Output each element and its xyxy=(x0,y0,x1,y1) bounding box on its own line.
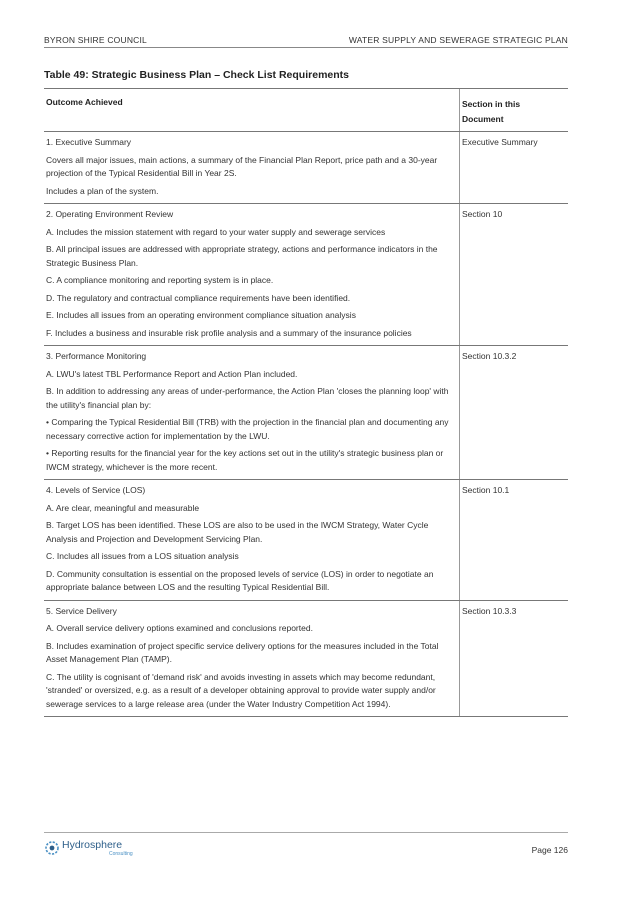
header-document-title: WATER SUPPLY AND SEWERAGE STRATEGIC PLAN xyxy=(348,35,568,45)
table-body xyxy=(44,132,568,717)
outcome-heading: 2. Operating Environment Review xyxy=(46,209,174,219)
logo-name: Hydrosphere xyxy=(62,839,123,851)
outcome-item: Covers all major issues, main actions, a summary of the Financial Plan Report, price path and a 30-year projection of the Typical Residential Bill in Year 2S. xyxy=(46,154,438,178)
table-row xyxy=(44,346,568,480)
column-header-section-line1: Section in this xyxy=(462,99,521,109)
section-reference-cell: Section 10 xyxy=(462,209,503,219)
footer-divider xyxy=(44,832,568,833)
outcome-item: F. Includes a business and insurable risk profile analysis and a summary of the insurance policies xyxy=(46,327,412,338)
table-row xyxy=(44,204,568,346)
table-row xyxy=(44,480,568,601)
outcome-heading: 4. Levels of Service (LOS) xyxy=(46,485,146,495)
outcome-cell xyxy=(44,480,460,600)
table-title: Table 49: Strategic Business Plan – Check List Requirements xyxy=(44,69,349,81)
outcome-item: • Reporting results for the financial year for the key actions set out in the utility's strategic business plan or IWCM strategy, whichever is the more recent. xyxy=(46,448,444,472)
logo-subtitle: Consulting xyxy=(109,851,133,857)
header-org-name: BYRON SHIRE COUNCIL xyxy=(44,35,147,45)
page-header xyxy=(44,35,568,45)
column-header-section xyxy=(460,89,568,131)
outcome-item: A. Includes the mission statement with regard to your water supply and sewerage services xyxy=(46,226,386,237)
table-row xyxy=(44,132,568,204)
outcome-item: E. Includes all issues from an operating environment compliance situation analysis xyxy=(46,310,356,320)
outcome-item: B. Target LOS has been identified. These LOS are also to be used in the IWCM Strategy, Water Cycle Analysis and Projection and Development Servicing Plan. xyxy=(46,520,429,544)
outcome-cell xyxy=(44,346,460,479)
outcome-heading: 5. Service Delivery xyxy=(46,605,117,616)
outcome-item: A. Overall service delivery options examined and conclusions reported. xyxy=(46,623,313,633)
outcome-item: A. LWU's latest TBL Performance Report and Action Plan included. xyxy=(46,368,298,379)
page-number: Page 126 xyxy=(531,845,568,855)
column-header-outcome: Outcome Achieved xyxy=(44,89,460,131)
outcome-item: C. A compliance monitoring and reporting system is in place. xyxy=(46,275,274,285)
section-reference-cell: Section 10.1 xyxy=(462,485,510,495)
outcome-cell xyxy=(44,601,460,717)
column-header-section-line2: Document xyxy=(462,114,504,124)
outcome-heading: 3. Performance Monitoring xyxy=(46,351,147,361)
outcome-cell xyxy=(44,204,460,345)
hydrosphere-logo-icon xyxy=(44,840,60,856)
outcome-item: Includes a plan of the system. xyxy=(46,185,159,196)
outcome-item: B. Includes examination of project specific service delivery options for the measures included in the Total Asset Management Plan (TAMP). xyxy=(46,640,439,664)
section-reference-cell: Section 10.3.2 xyxy=(462,351,517,361)
table-header-row xyxy=(44,88,568,132)
table-row xyxy=(44,601,568,718)
outcome-item: D. Community consultation is essential on the proposed levels of service (LOS) in order to negotiate an appropriate balance between LOS and the resulting Typical Residential Bill. xyxy=(46,568,434,592)
header-divider xyxy=(44,47,568,48)
hydrosphere-logo xyxy=(44,840,133,857)
outcome-item: C. Includes all issues from a LOS situation analysis xyxy=(46,551,239,561)
outcome-item: B. In addition to addressing any areas of under-performance, the Action Plan 'closes the planning loop' with the utility's financial plan by: xyxy=(46,386,449,410)
outcome-item: • Comparing the Typical Residential Bill (TRB) with the projection in the financial plan and documenting any necessary corrective action for implementation by the LWU. xyxy=(46,417,449,441)
outcome-item: D. The regulatory and contractual compliance requirements have been identified. xyxy=(46,292,351,303)
section-reference-cell: Executive Summary xyxy=(462,137,538,147)
outcome-item: B. All principal issues are addressed with appropriate strategy, actions and performance indicators in the Strategic Business Plan. xyxy=(46,244,438,268)
outcome-item: C. The utility is cognisant of 'demand risk' and avoids investing in assets which may become redundant, 'stranded' or oversized, e.g. as a result of a developer obtaining approval to provide water supply and/or sewerage services to a large release area (under the Water Industry Competition Act 1994). xyxy=(46,671,436,709)
section-reference-cell: Section 10.3.3 xyxy=(462,605,517,616)
checklist-table xyxy=(44,88,568,717)
outcome-heading: 1. Executive Summary xyxy=(46,137,132,147)
outcome-cell xyxy=(44,132,460,203)
outcome-item: A. Are clear, meaningful and measurable xyxy=(46,502,200,513)
